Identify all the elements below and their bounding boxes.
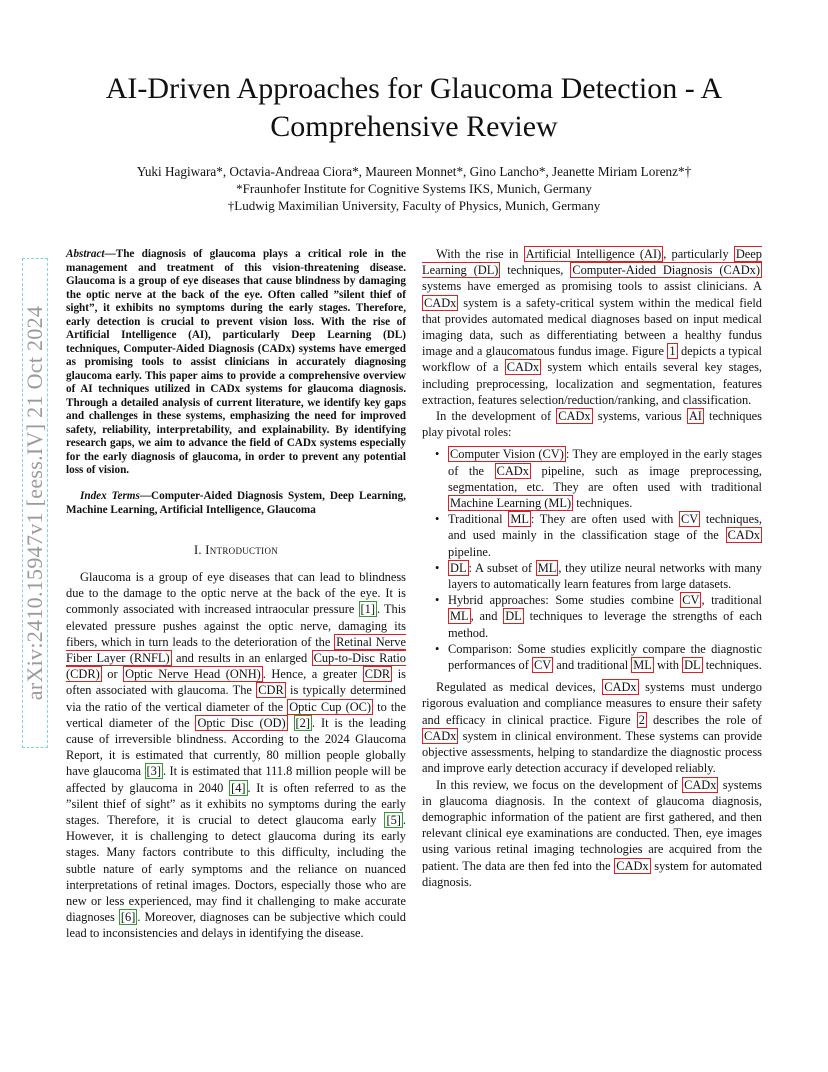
acronym-link-cv[interactable]: Computer Vision (CV) xyxy=(450,447,564,462)
list-item: • Computer Vision (CV) : They are employed in the early stages of the CADx pipeline, such as image preprocessing, segmentation, etc. They are often used with traditional Machine Learning (ML) techniques. xyxy=(448,446,762,511)
arxiv-sidebar-stamp xyxy=(22,258,48,748)
acronym-link-cdr[interactable]: CDR xyxy=(364,667,391,682)
abstract-text: —The diagnosis of glaucoma plays a critical role in the management and treatment of this vision-threatening disease. Glaucoma is a group of eye diseases that cause blindness by damaging the optic nerve at the back of the eye. Often called ”silent thief of sight”, it exhibits no symptoms during the early stages. Therefore, early detection is crucial to prevent vision loss. With the rise of Artificial Intelligence (AI), particularly Deep Learning (DL) techniques, Computer-Aided Diagnosis (CADx) systems have emerged as promising tools to assist clinicians in accurately diagnosing glaucoma early. This paper aims to provide a comprehensive overview of AI techniques utilized in CADx systems for glaucoma diagnosis. Through a detailed analysis of current literature, we identify key gaps and challenges in these systems, emphasizing the need for improved safety, reliability, interpretability, and explainability. By identifying research gaps, we aim to advance the field of CADx systems especially for the early diagnosis of glaucoma, in order to prevent any potential loss of vision. xyxy=(66,248,406,476)
acronym-link-rnfl[interactable]: Retinal Nerve Fiber Layer (RNFL) xyxy=(66,634,406,666)
title-line-1: AI-Driven Approaches for Glaucoma Detection - A xyxy=(105,72,723,105)
section-heading-introduction: I. Introduction xyxy=(193,543,279,557)
acronym-link-ai[interactable]: Artificial Intelligence (AI) xyxy=(525,247,662,261)
citation-link[interactable]: [1] xyxy=(360,602,375,617)
acronym-link-cv[interactable]: CV xyxy=(533,658,552,673)
acronym-link-dl[interactable]: Deep Learning (DL) xyxy=(422,247,762,278)
citation-link[interactable]: [5] xyxy=(386,813,401,828)
acronym-link-cadx[interactable]: CADx xyxy=(727,528,760,543)
list-item: • Traditional ML : They are often used with CV techniques, and used mainly in the classification stage of the CADx pipeline. xyxy=(448,511,762,560)
list-item: • DL : A subset of ML , they utilize neural networks with many layers to automatically learn features from large datasets. xyxy=(448,560,762,592)
affiliation-1: *Fraunhofer Institute for Cognitive Systems IKS, Munich, Germany xyxy=(236,181,592,196)
acronym-link-ml[interactable]: Machine Learning (ML) xyxy=(450,496,572,511)
paragraph-ai-rise: With the rise in Artificial Intelligence (AI) , particularly Deep Learning (DL) techniques, Computer-Aided Diagnosis (CADx) systems have emerged as promising tools to assist clinicians. A CADx system is a safety-critical system within the medical field that provides automated medical diagnoses based on input medical imaging data, such as differentiating between a healthy fundus image and a glaucomatous fundus image. Figure 1 depicts a typical workflow of a CADx system which entails several key stages, including preprocessing, localization and segmentation, features extraction, features selection/reduction/ranking, and classification. xyxy=(422,247,763,407)
acronym-link-cadx[interactable]: CADx xyxy=(616,858,649,873)
paragraph-regulation: Regulated as medical devices, CADx systems must undergo rigorous evaluation and compliance measures to ensure their safety and efficacy in clinical practice. Figure 2 describes the role of CADx system in clinical environment. These systems can provide objective assessments, helping to standardize the diagnostic process and improve early detection accuracy if developed reliably. xyxy=(422,680,762,776)
acronym-link-cv[interactable]: CV xyxy=(681,512,699,527)
paper-title xyxy=(50,70,778,146)
index-terms xyxy=(66,490,406,517)
citation-link[interactable]: [2] xyxy=(295,715,310,730)
author-list: Yuki Hagiwara*, Octavia-Andreaa Ciora*, Maureen Monnet*, Gino Lancho*, Jeanette Miriam Lorenz*† xyxy=(136,164,692,179)
arxiv-identifier: arXiv:2410.15947v1 [eess.IV] 21 Oct 2024 xyxy=(22,305,47,701)
acronym-link-cadx[interactable]: CADx xyxy=(424,295,457,310)
acronym-link-ai[interactable]: AI xyxy=(688,409,702,424)
figure-ref-link[interactable]: 2 xyxy=(638,712,645,727)
acronym-link-cadx[interactable]: Computer-Aided Diagnosis (CADx) xyxy=(572,263,761,278)
paragraph-review-focus: In this review, we focus on the development of CADx systems in glaucoma diagnosis. In the context of glaucoma diagnosis, demographic information of the patient are first gathered, and then relevant clinical eye examinations are conducted. Then, eye images using various retinal imaging technologies are acquired from the patient. The data are then fed into the CADx system for automated diagnosis. xyxy=(422,777,762,889)
affiliation-2: †Ludwig Maximilian University, Faculty of Physics, Munich, Germany xyxy=(227,198,601,213)
acronym-link-dl[interactable]: DL xyxy=(505,609,522,624)
figure-ref-link[interactable]: 1 xyxy=(669,344,676,359)
acronym-link-od[interactable]: Optic Disc (OD) xyxy=(197,715,286,730)
acronym-link-cdr[interactable]: CDR xyxy=(258,683,284,698)
acronym-link-cadx[interactable]: CADx xyxy=(506,360,540,375)
citation-link[interactable]: [6] xyxy=(120,910,136,925)
acronym-link-cadx[interactable]: CADx xyxy=(496,463,529,478)
ai-roles-list xyxy=(422,446,762,673)
list-item: • Comparison: Some studies explicitly compare the diagnostic performances of CV and traditional ML with DL techniques. xyxy=(448,641,762,673)
acronym-link-onh[interactable]: Optic Nerve Head (ONH) xyxy=(125,667,261,682)
citation-link[interactable]: [4] xyxy=(231,780,246,795)
right-column xyxy=(422,246,762,890)
abstract-label: Abstract xyxy=(66,248,105,260)
acronym-link-dl[interactable]: DL xyxy=(684,658,701,673)
acronym-link-cv[interactable]: CV xyxy=(682,593,700,608)
citation-link[interactable]: [3] xyxy=(146,764,161,779)
acronym-link-cadx[interactable]: CADx xyxy=(558,409,591,424)
acronym-link-ml[interactable]: ML xyxy=(510,512,529,527)
title-line-2: Comprehensive Review xyxy=(270,110,558,143)
acronym-link-ml[interactable]: ML xyxy=(450,609,469,624)
paragraph-ai-roles-intro: In the development of CADx systems, various AI techniques play pivotal roles: xyxy=(422,409,762,440)
index-terms-label: Index Terms xyxy=(80,490,140,502)
introduction-paragraph: Glaucoma is a group of eye diseases that can lead to blindness due to the damage to the optic nerve at the back of the eye. It is commonly associated with increased intraocular pressure [1] . This elevated pressure pushes against the optic nerve, damaging its fibers, which in turn leads to the deterioration of the Retinal Nerve Fiber Layer (RNFL) and results in an enlarged Cup-to-Disc Ratio (CDR) or Optic Nerve Head (ONH) . Hence, a greater CDR is often associated with glaucoma. The CDR is typically determined via the ratio of the vertical diameter of the Optic Cup (OC) to the vertical diameter of the Optic Disc (OD) [2] . It is the leading cause of irreversible blindness. According to the 2024 Glaucoma Report, it is estimated that currently, 80 million people globally have glaucoma [3] . It is estimated that 111.8 million people will be affected by glaucoma in 2040 [4] . It is often referred to as the ”silent thief of sight” as it exhibits no symptoms during the early stages. Therefore, it is crucial to detect glaucoma early [5] . However, it is challenging to detect glaucoma during its early stages. Many factors contribute to this difficulty, including the subtle nature of early symptoms and the reliance on nuanced interpretations of retinal images. Doctors, especially those who are new or less experienced, may find it challenging to make accurate diagnoses [6] . Moreover, diagnoses can be subjective which could lead to inconsistencies and delays in identifying the disease. xyxy=(66,570,407,941)
acronym-link-dl[interactable]: DL xyxy=(450,560,467,575)
acronym-link-cdr[interactable]: Cup-to-Disc Ratio (CDR) xyxy=(66,651,407,682)
list-item: • Hybrid approaches: Some studies combine CV , traditional ML , and DL techniques to leverage the strengths of each method. xyxy=(448,592,762,641)
acronym-link-oc[interactable]: Optic Cup (OC) xyxy=(289,699,372,714)
index-terms-text: —Computer-Aided Diagnosis System, Deep Learning, Machine Learning, Artificial Intelligence, Glaucoma xyxy=(66,490,406,516)
acronym-link-ml[interactable]: ML xyxy=(537,560,557,575)
acronym-link-ml[interactable]: ML xyxy=(633,658,652,673)
acronym-link-cadx[interactable]: CADx xyxy=(684,777,717,792)
acronym-link-cadx[interactable]: CADx xyxy=(424,728,457,743)
acronym-link-cadx[interactable]: CADx xyxy=(604,680,637,695)
abstract xyxy=(66,248,406,478)
